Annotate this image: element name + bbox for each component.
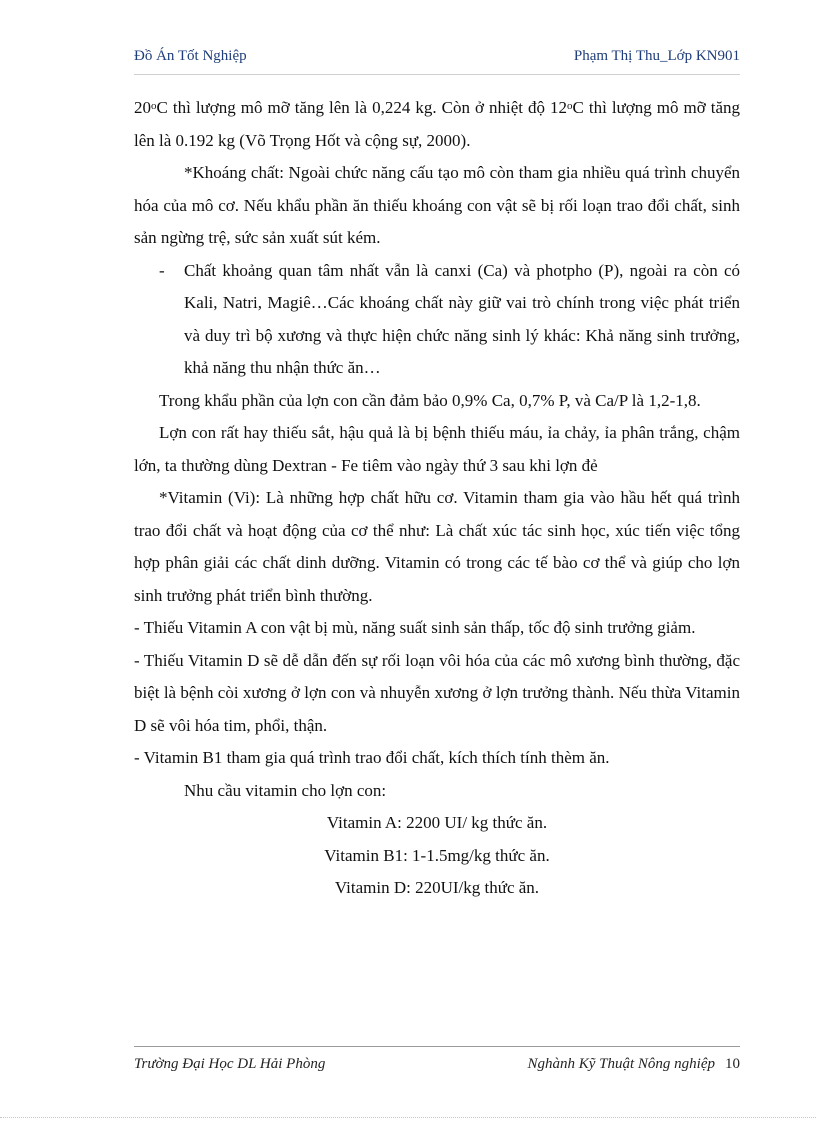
- document-body: [134, 90, 740, 905]
- footer-left: Trường Đại Học DL Hải Phòng: [134, 1056, 326, 1072]
- paragraph-minerals: *Khoáng chất: Ngoài chức năng cấu tạo mô còn tham gia nhiều quá trình chuyển hóa của mô cơ. Nếu khẩu phần ăn thiếu khoáng con vật sẽ bị rối loạn trao đổi chất, sinh sản ngừng trệ, sức sản xuất sút kém.: [134, 163, 740, 247]
- bullet-calcium-text: Chất khoảng quan tâm nhất vẫn là canxi (Ca) và photpho (P), ngoài ra còn có Kali, Natri, Magiê…Các khoáng chất này giữ vai trò chính trong việc phát triển và duy trì bộ xương và thực hiện chức năng sinh lý khác: Khả năng sinh trưởng, khả năng thu nhận thức ăn…: [184, 260, 740, 377]
- footer-right-group: [527, 1056, 740, 1073]
- footer-right: Nghành Kỹ Thuật Nông nghiệp: [527, 1056, 715, 1072]
- page-footer: [134, 1056, 740, 1073]
- paragraph-vitamin-b1: - Vitamin B1 tham gia quá trình trao đổi chất, kích thích tính thèm ăn.: [134, 748, 610, 767]
- paragraph-requirements-intro: Nhu cầu vitamin cho lợn con:: [184, 780, 387, 800]
- bullet-calcium: [134, 255, 740, 385]
- header-left: Đồ Án Tốt Nghiệp: [134, 48, 247, 64]
- degree-mark: o: [151, 100, 157, 112]
- p1-part-a: 20: [134, 98, 151, 117]
- page-edge: [0, 1117, 816, 1118]
- paragraph-fat-tissue: [134, 90, 740, 157]
- degree-mark-2: o: [567, 100, 573, 112]
- requirement-vitamin-a: Vitamin A: 2200 UI/ kg thức ăn.: [326, 813, 548, 832]
- paragraph-vitamin-a: - Thiếu Vitamin A con vật bị mù, năng suất sinh sản thấp, tốc độ sinh trưởng giảm.: [134, 618, 696, 637]
- paragraph-iron: Lợn con rất hay thiếu sắt, hậu quả là bị bệnh thiếu máu, ỉa chảy, ỉa phân trắng, chậm lớn, ta thường dùng Dextran - Fe tiêm vào ngày thứ 3 sau khi lợn đẻ: [134, 423, 740, 475]
- requirement-vitamin-b1: Vitamin B1: 1-1.5mg/kg thức ăn.: [324, 845, 550, 865]
- page-header: [134, 48, 740, 65]
- page-number: 10: [725, 1056, 740, 1072]
- paragraph-vitamin-d: - Thiếu Vitamin D sẽ dễ dẫn đến sự rối loạn vôi hóa của các mô xương bình thường, đặc biệt là bệnh còi xương ở lợn con và nhuyễn xương ở lợn trưởng thành. Nếu thừa Vitamin D sẽ vôi hóa tim, phổi, thận.: [134, 650, 740, 735]
- header-rule: [134, 74, 740, 75]
- p1-part-b: C thì lượng mô mỡ tăng lên là 0,224 kg. Còn ở nhiệt độ 12: [156, 98, 567, 117]
- p1-part-c: C thì lượng mô mỡ tăng lên là 0.192 kg (Võ Trọng Hốt và cộng sự, 2000).: [134, 98, 740, 150]
- header-right: Phạm Thị Thu_Lớp KN901: [573, 48, 740, 64]
- requirement-vitamin-d: Vitamin D: 220UI/kg thức ăn.: [334, 878, 540, 897]
- paragraph-ca-p-ratio: Trong khẩu phần của lợn con cần đảm bảo 0,9% Ca, 0,7% P, và Ca/P là 1,2-1,8.: [159, 390, 701, 410]
- footer-rule: [134, 1046, 740, 1047]
- paragraph-vitamin: *Vitamin (Vi): Là những hợp chất hữu cơ. Vitamin tham gia vào hầu hết quá trình trao đổi chất và hoạt động của cơ thể như: Là chất xúc tác sinh học, xúc tiến việc tổng hợp phân giải các chất dinh dưỡng. Vitamin có trong các tế bào cơ thể và giúp cho lợn sinh trưởng phát triển bình thường.: [134, 488, 740, 605]
- bullet-dash: -: [159, 260, 165, 280]
